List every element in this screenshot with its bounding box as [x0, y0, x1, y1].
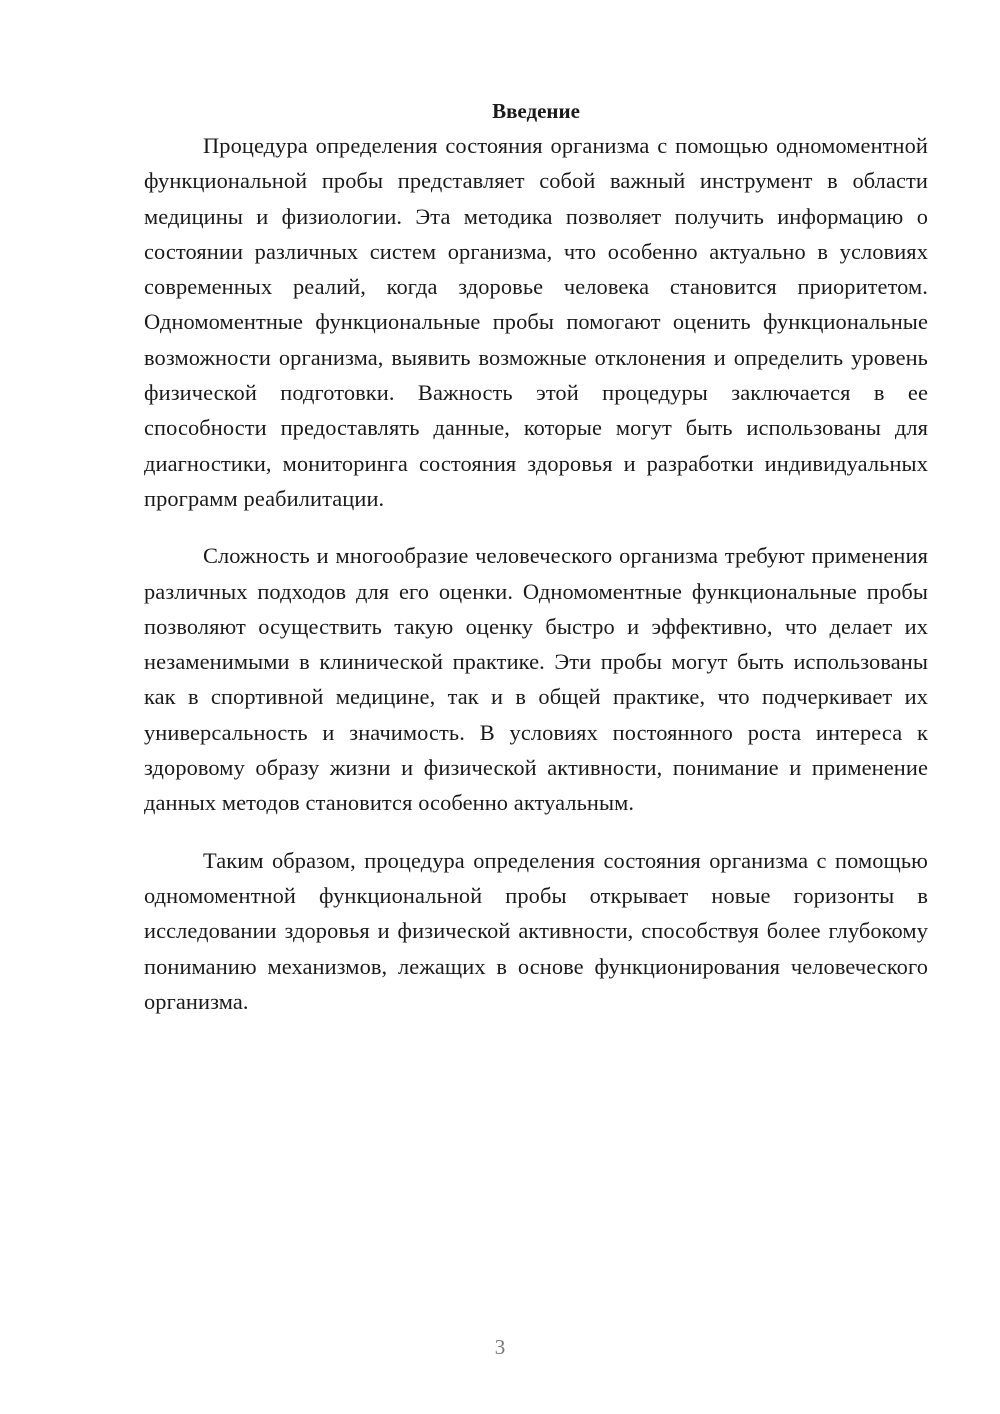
page-content — [144, 96, 928, 1019]
paragraph-3: Таким образом, процедура определения состояния организма с помощью одномоментной функциональной пробы открывает новые горизонты в исследовании здоровья и физической активности, способствуя более глубокому пониманию механизмов, лежащих в основе функционирования человеческого организма. — [144, 847, 928, 1014]
paragraph-2: Сложность и многообразие человеческого организма требуют применения различных подходов для его оценки. Одномоментные функциональные пробы позволяют осуществить такую оценку быстро и эффективно, что делает их незаменимыми в клинической практике. Эти пробы могут быть использованы как в спортивной медицине, так и в общей практике, что подчеркивает их универсальность и значимость. В условиях постоянного роста интереса к здоровому образу жизни и физической активности, понимание и применение данных методов становится особенно актуальным. — [144, 543, 928, 816]
paragraph-1: Процедура определения состояния организма с помощью одномоментной функциональной пробы представляет собой важный инструмент в области медицины и физиологии. Эта методика позволяет получить информацию о состоянии различных систем организма, что особенно актуально в условиях современных реалий, когда здоровье человека становится приоритетом. Одномоментные функциональные пробы помогают оценить функциональные возможности организма, выявить возможные отклонения и определить уровень физической подготовки. Важность этой процедуры заключается в ее способности предоставлять данные, которые могут быть использованы для диагностики, мониторинга состояния здоровья и разработки индивидуальных программ реабилитации. — [144, 133, 928, 511]
page-number: 3 — [494, 1335, 506, 1359]
section-heading: Введение — [492, 99, 580, 123]
